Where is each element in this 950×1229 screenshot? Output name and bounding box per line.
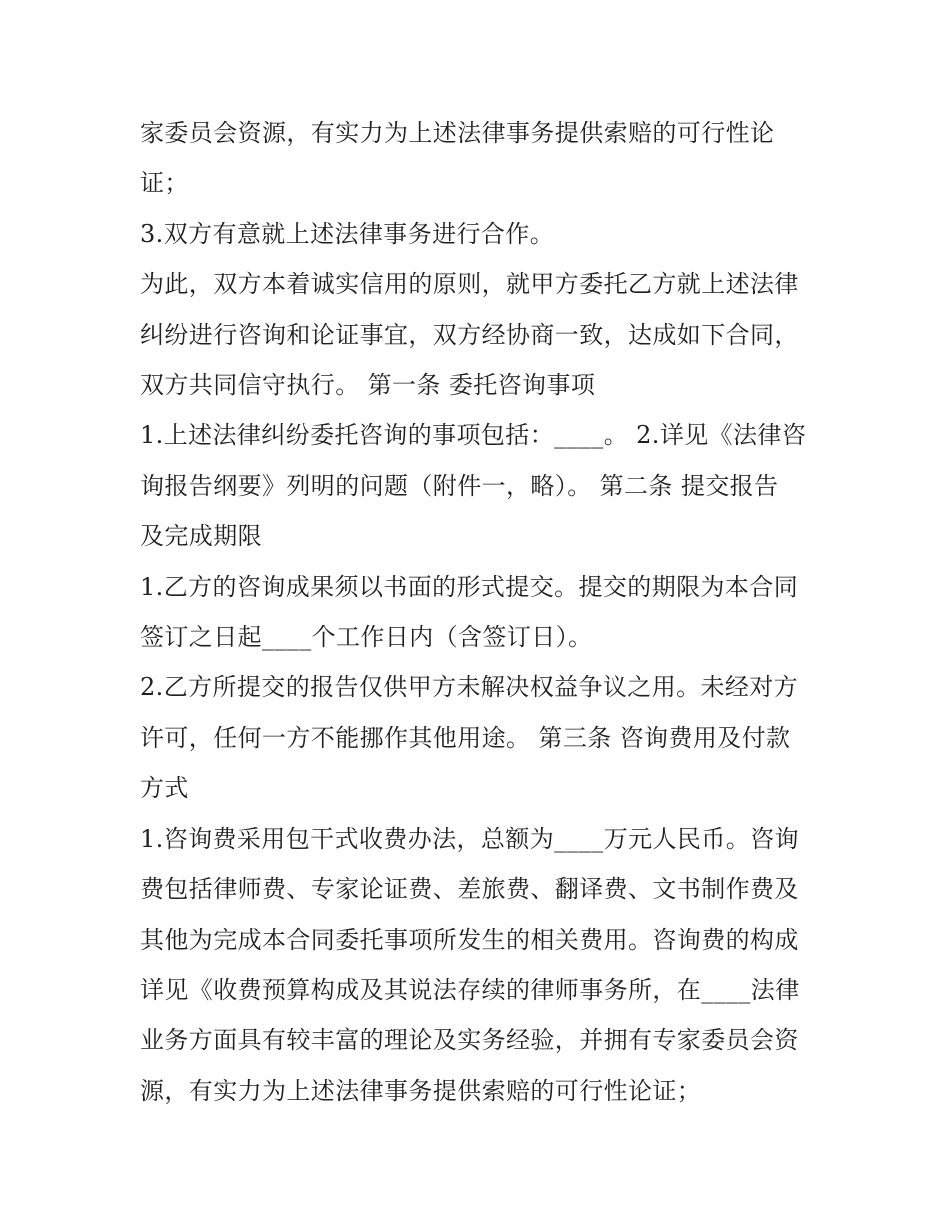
text-line: 1.咨询费采用包干式收费办法，总额为____万元人民币。咨询 — [140, 824, 799, 853]
text-line: 源，有实力为上述法律事务提供索赔的可行性论证； — [140, 1076, 702, 1105]
text-line: 为此，双方本着诚实信用的原则，就甲方委托乙方就上述法律 — [140, 270, 799, 299]
text-line: 双方共同信守执行。 第一条 委托咨询事项 — [140, 371, 596, 400]
text-line: 业务方面具有较丰富的理论及实务经验，并拥有专家委员会资 — [140, 1026, 799, 1055]
text-line: 纠纷进行咨询和论证事宜，双方经协商一致，达成如下合同， — [140, 320, 799, 349]
text-line: 及完成期限 — [140, 522, 262, 551]
text-line: 详见《收费预算构成及其说法存续的律师事务所，在____法律 — [140, 975, 800, 1004]
text-line: 家委员会资源，有实力为上述法律事务提供索赔的可行性论 — [140, 119, 775, 147]
text-line: 3.双方有意就上述法律事务进行合作。 — [140, 219, 555, 248]
text-line: 证； — [140, 169, 189, 198]
document-body — [140, 108, 830, 1116]
text-line: 签订之日起____个工作日内（含签订日）。 — [140, 623, 593, 652]
text-line: 费包括律师费、专家论证费、差旅费、翻译费、文书制作费及 — [140, 875, 799, 904]
text-line: 1.乙方的咨询成果须以书面的形式提交。提交的期限为本合同 — [140, 572, 799, 601]
text-line: 其他为完成本合同委托事项所发生的相关费用。咨询费的构成 — [140, 925, 799, 954]
text-line: 询报告纲要》列明的问题（附件一，略）。 第二条 提交报告 — [140, 471, 779, 500]
text-line: 方式 — [140, 774, 189, 803]
text-line: 1.上述法律纠纷委托咨询的事项包括：____。 2.详见《法律咨 — [140, 421, 807, 450]
text-line: 2.乙方所提交的报告仅供甲方未解决权益争议之用。未经对方 — [140, 673, 799, 702]
text-line: 许可，任何一方不能挪作其他用途。 第三条 咨询费用及付款 — [140, 723, 791, 752]
